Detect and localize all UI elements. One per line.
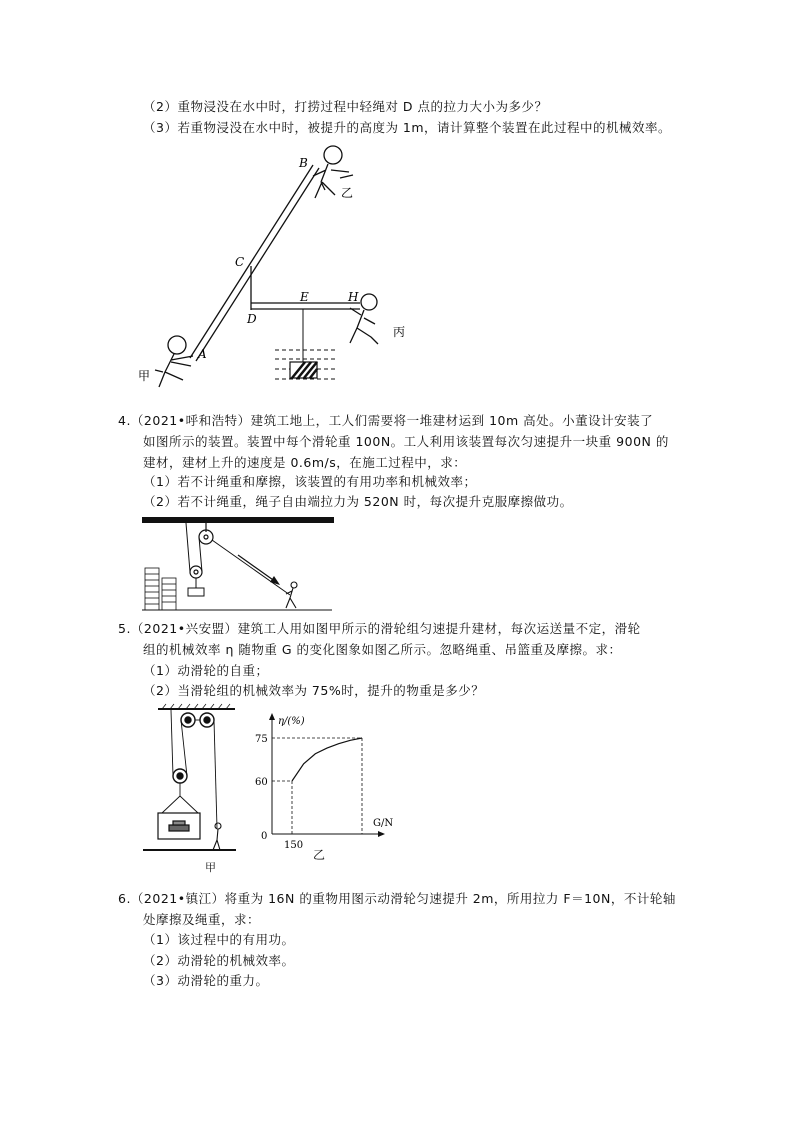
q4-part2: （2）若不计绳重，绳子自由端拉力为 520N 时，每次提升克服摩擦做功。: [143, 494, 573, 509]
brick-stacks: [145, 568, 176, 610]
label-e: E: [300, 290, 309, 304]
label-h: H: [348, 290, 359, 304]
label-b: B: [299, 156, 308, 170]
q6-line1: 6.（2021•镇江）将重为 16N 的重物用图示动滑轮匀速提升 2m，所用拉力 F＝10N，不计轮轴: [118, 891, 676, 906]
label-a: A: [198, 347, 207, 361]
chart-axes: [269, 713, 385, 837]
ceiling-beam: [142, 517, 334, 523]
label-c: C: [235, 255, 245, 269]
label-yi: 乙: [341, 186, 354, 200]
efficiency-curve: [292, 738, 362, 781]
construction-figure: [140, 512, 336, 614]
q4-line2: 如图所示的装置。装置中每个滑轮重 100N。工人利用该装置每次匀速提升一块重 900N 的: [143, 434, 669, 449]
ropes-jia: [162, 710, 217, 828]
pull-arrow: [238, 555, 280, 585]
weight-block: [290, 362, 317, 378]
lever-figure: [135, 140, 425, 390]
q6-part2: （2）动滑轮的机械效率。: [143, 953, 295, 968]
q5-line1: 5.（2021•兴安盟）建筑工人用如图甲所示的滑轮组匀速提升建材，每次运送量不定，滑轮: [118, 621, 641, 636]
q4-line1: 4.（2021•呼和浩特）建筑工地上，工人们需要将一堆建材运到 10m 高处。小董设计安装了: [118, 413, 654, 428]
efficiency-chart: [245, 712, 410, 850]
q3-part2: （2）重物浸没在水中时，打捞过程中轻绳对 D 点的拉力大小为多少？: [143, 99, 548, 114]
lever-pole: [190, 165, 319, 361]
q6-part1: （1）该过程中的有用功。: [143, 932, 295, 947]
q5-part1: （1）动滑轮的自重；: [143, 663, 269, 678]
chart-xlabel: G/N: [373, 818, 394, 829]
q3-part3: （3）若重物浸没在水中时，被提升的高度为 1m，请计算整个装置在此过程中的机械效率。: [143, 120, 672, 135]
q5-line2: 组的机械效率 η 随物重 G 的变化图象如图乙所示。忽略绳重、吊篮重及摩擦。求：: [143, 642, 622, 657]
chart-origin: 0: [261, 831, 268, 842]
pulley-ropes: [186, 523, 290, 595]
label-fig-yi: 乙: [313, 848, 326, 862]
label-fig-jia: 甲: [205, 861, 217, 874]
q5-part2: （2）当滑轮组的机械效率为 75%时，提升的物重是多少？: [143, 683, 485, 698]
movable-pulley: [190, 566, 202, 578]
pulley-block-figure: [140, 703, 240, 853]
x-tick-150: 150: [284, 840, 304, 850]
chart-ylabel: η/(%): [278, 716, 305, 727]
q6-part3: （3）动滑轮的重力。: [143, 973, 269, 988]
movable-pulley-jia: [173, 769, 187, 783]
y-tick-60: 60: [255, 777, 268, 788]
label-bing: 丙: [393, 325, 406, 339]
building-material: [188, 588, 204, 596]
fixed-pulley: [199, 523, 213, 544]
y-tick-75: 75: [255, 734, 268, 745]
label-jia: 甲: [138, 369, 151, 383]
basket: [158, 813, 200, 839]
person-jia: [155, 336, 193, 387]
label-d: D: [247, 312, 257, 326]
q4-part1: （1）若不计绳重和摩擦，该装置的有用功率和机械效率；: [143, 474, 477, 489]
q6-line2: 处摩擦及绳重，求：: [143, 912, 261, 927]
worker: [286, 582, 297, 608]
q4-line3: 建材，建材上升的速度是 0.6m/s，在施工过程中，求：: [143, 455, 467, 470]
